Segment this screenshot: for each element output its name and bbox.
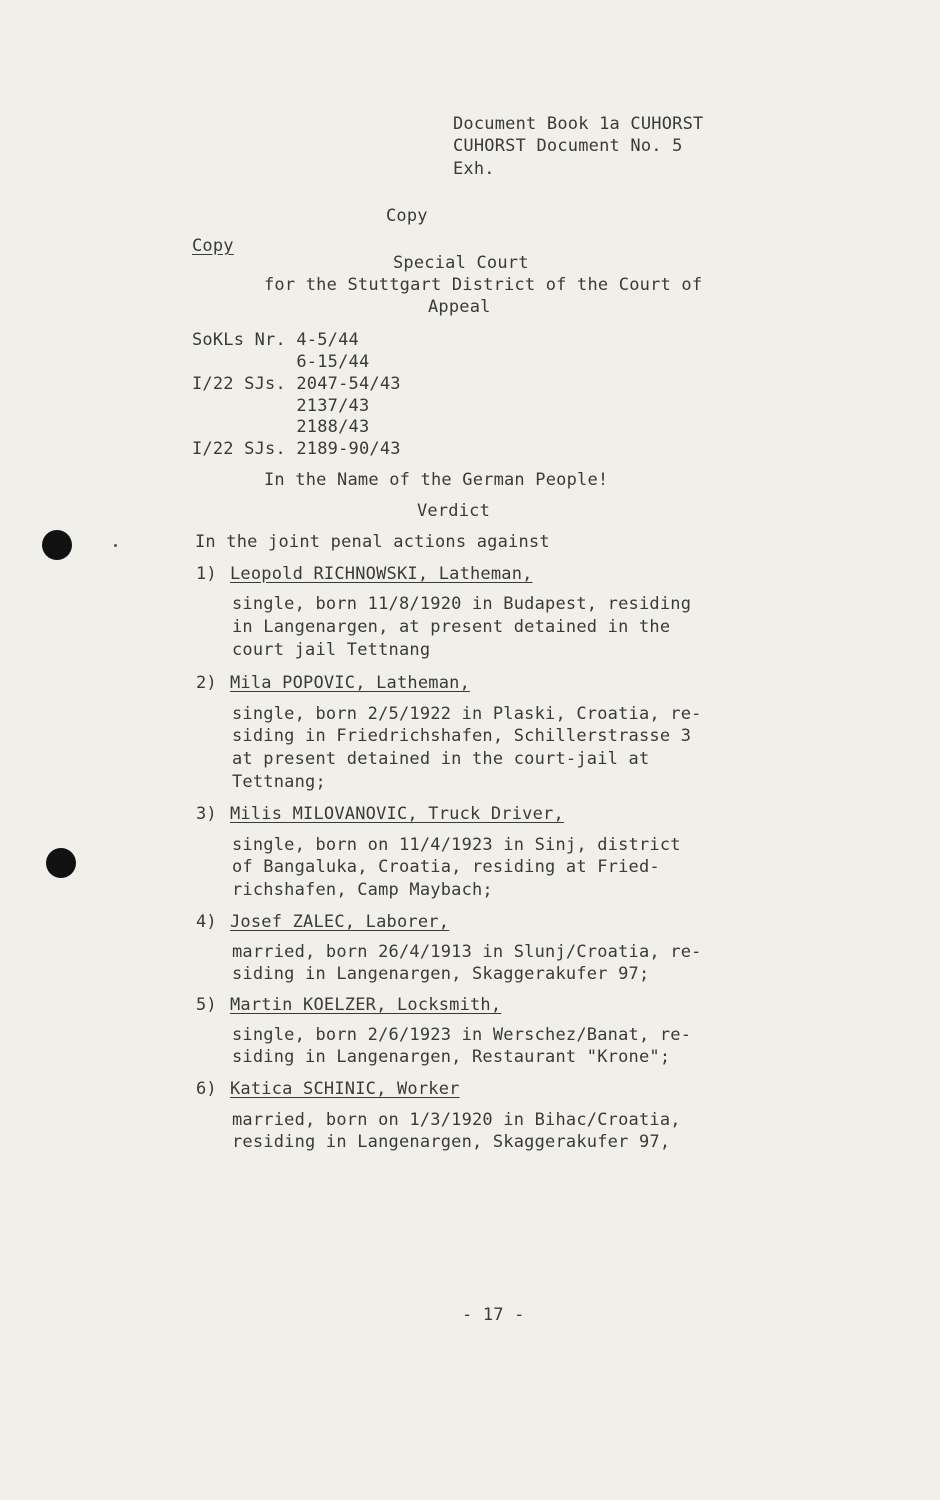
reference-line: I/22 SJs. 2189-90/43 (192, 439, 401, 459)
defendant-detail: residing in Langenargen, Skaggerakufer 97, (232, 1132, 671, 1152)
defendant-detail: single, born on 11/4/1923 in Sinj, district (232, 835, 681, 855)
defendant-number: 6) (196, 1079, 217, 1099)
reference-line: I/22 SJs. 2047-54/43 (192, 374, 401, 394)
defendant-detail: single, born 11/8/1920 in Budapest, residing (232, 594, 692, 614)
copy-label: Copy (192, 236, 234, 256)
defendant-detail: single, born 2/5/1922 in Plaski, Croatia, re- (232, 704, 702, 724)
defendant-name: Milis MILOVANOVIC, Truck Driver, (230, 804, 564, 824)
punch-hole-bottom (46, 848, 76, 878)
defendant-detail: court jail Tettnang (232, 640, 431, 660)
defendant-name: Katica SCHINIC, Worker (230, 1079, 460, 1099)
reference-line: SoKLs Nr. 4-5/44 (192, 330, 359, 350)
defendant-detail: in Langenargen, at present detained in the (232, 617, 671, 637)
defendant-detail: siding in Friedrichshafen, Schillerstrasse 3 (232, 726, 692, 746)
defendant-name: Josef ZALEC, Laborer, (230, 912, 450, 932)
punch-hole-top (42, 530, 72, 560)
court-name: Special Court (393, 253, 529, 273)
defendant-name: Leopold RICHNOWSKI, Latheman, (230, 564, 533, 584)
header-doc-book: Document Book 1a CUHORST (453, 114, 704, 134)
court-district: for the Stuttgart District of the Court of (264, 275, 703, 295)
defendant-number: 2) (196, 673, 217, 693)
defendant-detail: single, born 2/6/1923 in Werschez/Banat, re- (232, 1025, 692, 1045)
defendant-number: 3) (196, 804, 217, 824)
defendant-name: Mila POPOVIC, Latheman, (230, 673, 471, 693)
defendant-detail: married, born 26/4/1913 in Slunj/Croatia, re- (232, 942, 702, 962)
reference-line: 2188/43 (192, 417, 370, 437)
name-of-people: In the Name of the German People! (264, 470, 609, 490)
defendant-name: Martin KOELZER, Locksmith, (230, 995, 502, 1015)
verdict-intro: In the joint penal actions against (195, 532, 550, 552)
defendant-detail: at present detained in the court-jail at (232, 749, 650, 769)
verdict-heading: Verdict (417, 501, 491, 521)
paper-speck (114, 544, 117, 547)
header-doc-number: CUHORST Document No. 5 (453, 136, 683, 156)
defendant-number: 5) (196, 995, 217, 1015)
court-appeal: Appeal (428, 297, 491, 317)
defendant-detail: married, born on 1/3/1920 in Bihac/Croatia, (232, 1110, 681, 1130)
copy-heading: Copy (386, 206, 428, 226)
header-exhibit: Exh. (453, 159, 495, 179)
defendant-detail: siding in Langenargen, Restaurant "Krone"; (232, 1047, 671, 1067)
page-number: - 17 - (462, 1305, 525, 1325)
defendant-detail: of Bangaluka, Croatia, residing at Fried- (232, 857, 660, 877)
reference-line: 6-15/44 (192, 352, 370, 372)
defendant-detail: richshafen, Camp Maybach; (232, 880, 493, 900)
defendant-detail: siding in Langenargen, Skaggerakufer 97; (232, 964, 650, 984)
defendant-number: 1) (196, 564, 217, 584)
defendant-number: 4) (196, 912, 217, 932)
defendant-detail: Tettnang; (232, 772, 326, 792)
reference-line: 2137/43 (192, 396, 370, 416)
